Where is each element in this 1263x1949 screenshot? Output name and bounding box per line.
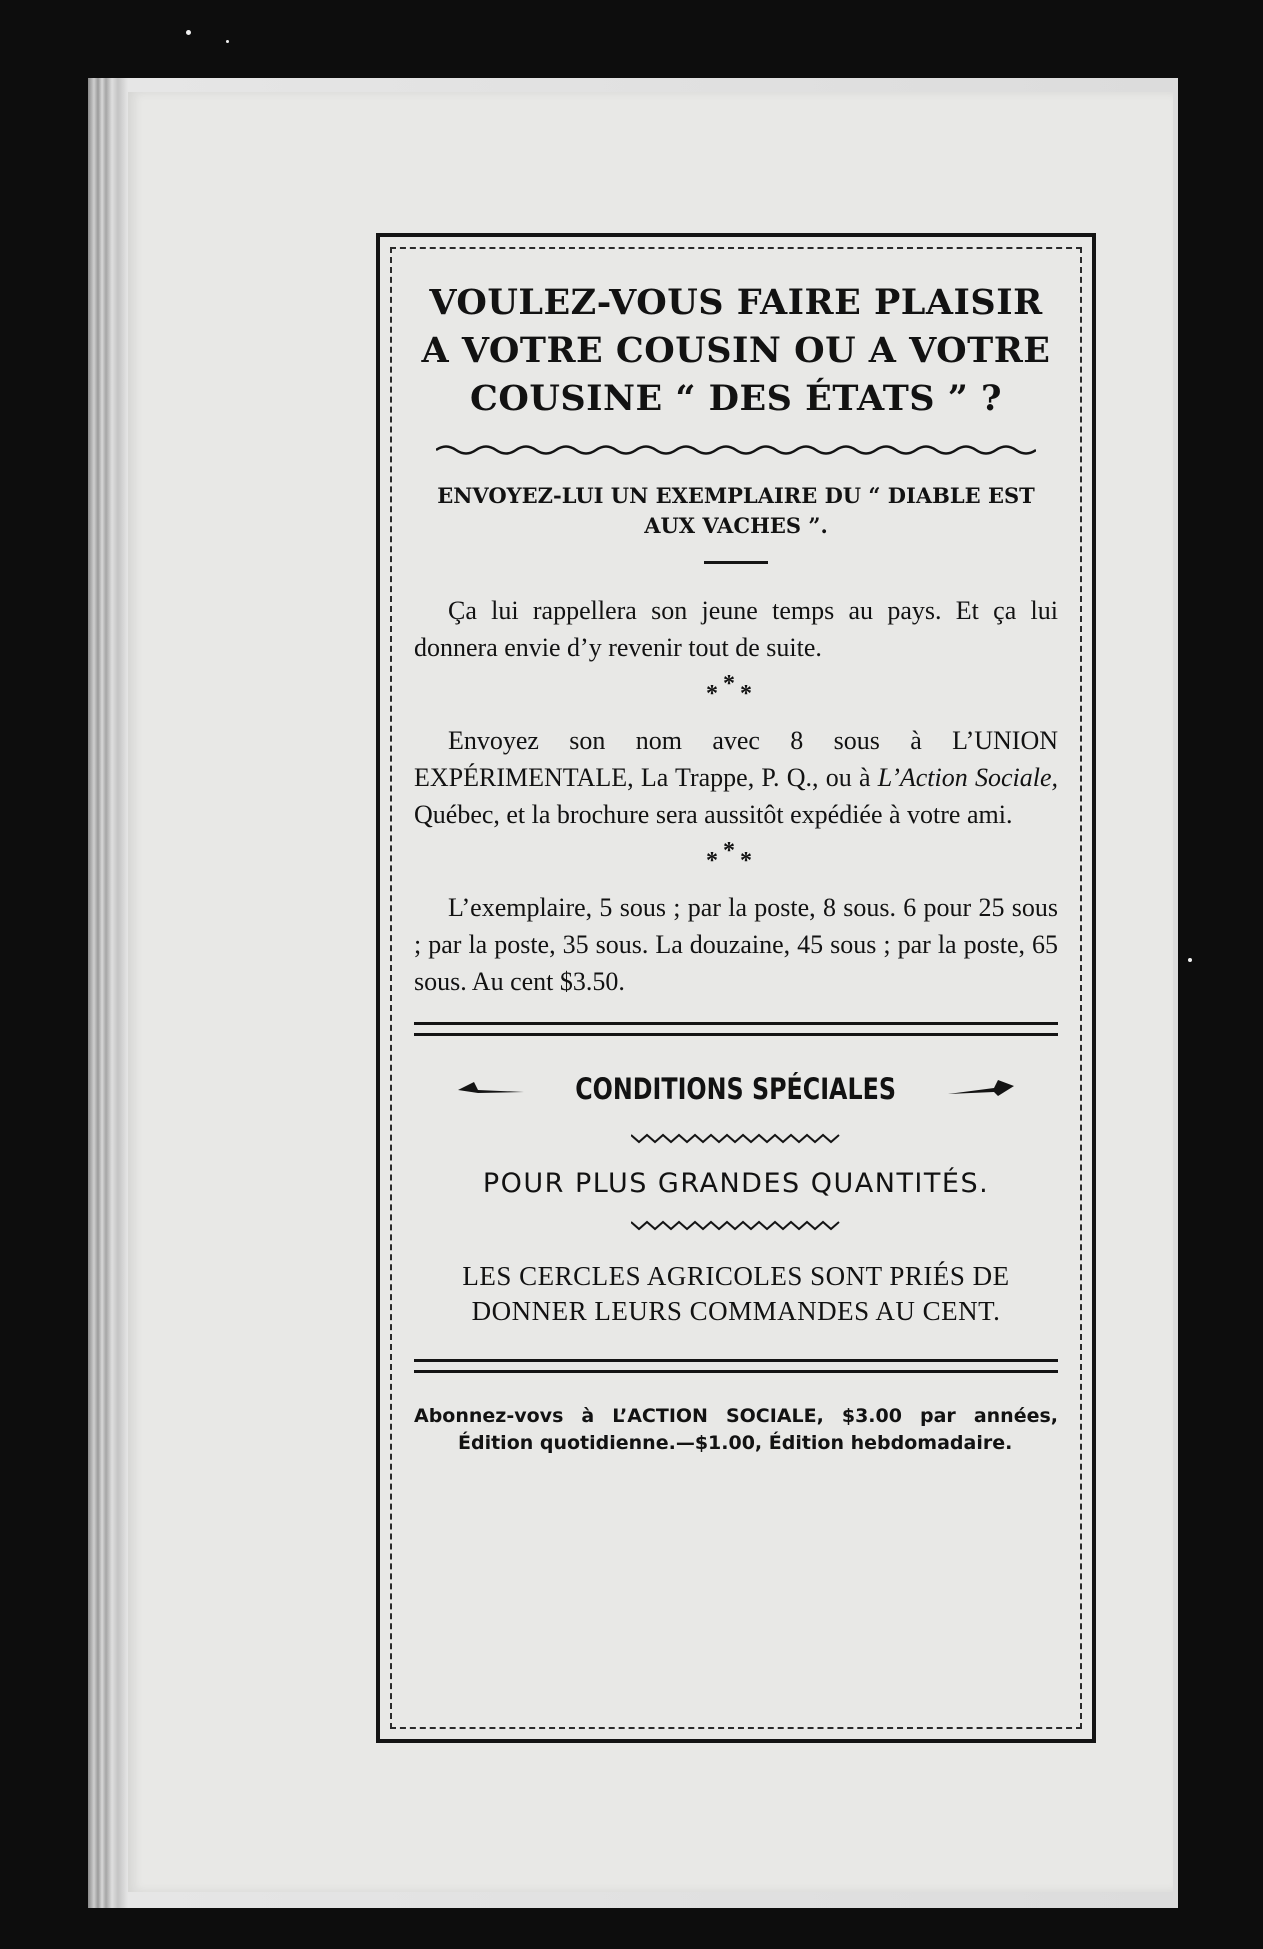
zigzag-divider: [631, 1219, 841, 1233]
right-swash-ornament: [946, 1078, 1016, 1100]
paragraph-3-prices: L’exemplaire, 5 sous ; par la poste, 8 sous. 6 pour 25 sous ; par la poste, 35 sous. La douzaine, 45 sous ; par la poste, 65 sous. Au cent $3.50.: [414, 893, 1058, 996]
dust-speck: [226, 40, 229, 43]
short-rule: [704, 561, 768, 564]
paragraph-2: [414, 722, 1058, 833]
larger-quantities-line: POUR PLUS GRANDES QUANTITÉS.: [482, 1168, 990, 1199]
paragraph-2-publication: L’Action Sociale,: [877, 763, 1058, 792]
double-rule-1: [414, 1022, 1058, 1036]
agricultural-circles-notice: LES CERCLES AGRICOLES SONT PRIÉS DE DONNER LEURS COMMANDES AU CENT.: [462, 1261, 1010, 1326]
ad-subheadline: ENVOYEZ-LUI UN EXEMPLAIRE DU “ DIABLE EST AUX VACHES ”.: [437, 483, 1035, 538]
wavy-divider: [436, 443, 1036, 457]
double-rule-2: [414, 1359, 1058, 1373]
zigzag-divider: [631, 1132, 841, 1146]
special-conditions-row: [414, 1072, 1058, 1106]
advertisement-frame: [376, 233, 1096, 1743]
dust-speck: [1188, 958, 1192, 962]
paragraph-2-text-a: Envoyez son nom avec 8 sous à L’UNION EXPÉRIMENTALE, La Trappe, P. Q., ou à: [414, 726, 1058, 792]
special-conditions-heading: CONDITIONS SPÉCIALES: [575, 1072, 897, 1106]
left-swash-ornament: [456, 1078, 526, 1100]
dust-speck: [186, 30, 191, 35]
asterism-1: * * *: [706, 671, 752, 707]
advertisement-content: [414, 279, 1058, 1457]
paragraph-2-text-b: Québec, et la brochure sera aussitôt expédiée à votre ami.: [414, 800, 1013, 829]
subscription-notice: Abonnez-vovs à L’ACTION SOCIALE, $3.00 par années, Édition quotidienne.—$1.00, Édition hebdomadaire.: [414, 1405, 1058, 1454]
paragraph-1: Ça lui rappellera son jeune temps au pays. Et ça lui donnera envie d’y revenir tout de suite.: [414, 596, 1058, 662]
asterism-2: * * *: [706, 838, 752, 874]
ad-headline: VOULEZ-VOUS FAIRE PLAISIR A VOTRE COUSIN OU A VOTRE COUSINE “ DES ÉTATS ” ?: [421, 282, 1051, 419]
